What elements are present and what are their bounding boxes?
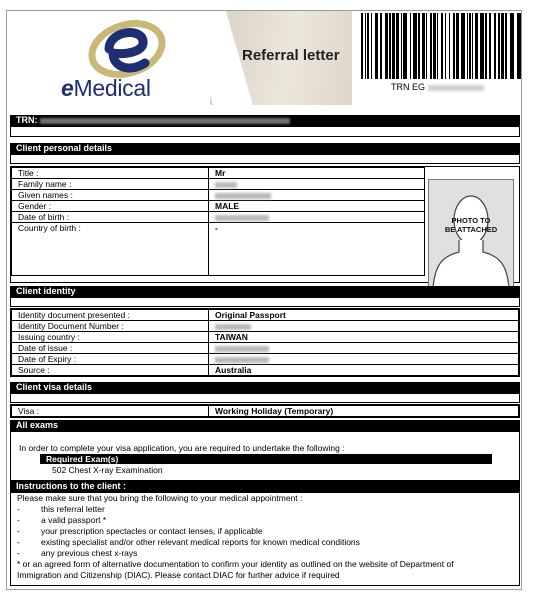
field-label: Identity Document Number : bbox=[12, 321, 209, 332]
table-row bbox=[12, 365, 519, 376]
logo-medical: Medical bbox=[73, 75, 151, 101]
client-visa-heading: Client visa details bbox=[10, 382, 520, 393]
field-value-title: Mr bbox=[209, 168, 425, 179]
list-bullet: - bbox=[17, 548, 20, 558]
field-label: Gender : bbox=[12, 201, 209, 212]
list-item: this referral letter bbox=[41, 504, 105, 514]
photo-placeholder bbox=[428, 179, 514, 289]
exams-intro: In order to complete your visa application, you are required to undertake the following : bbox=[19, 443, 345, 453]
referral-letter-page bbox=[6, 10, 522, 590]
letter-header bbox=[7, 11, 521, 105]
logo-wordmark bbox=[61, 75, 151, 102]
footnote-line-2: Immigration and Citizenship (DIAC). Please contact DIAC for further advice if required bbox=[17, 570, 340, 580]
trn-value-redacted bbox=[40, 118, 290, 124]
instructions-intro: Please make sure that you bring the following to your medical appointment : bbox=[17, 493, 303, 503]
instructions-heading: Instructions to the client : bbox=[10, 481, 520, 492]
field-label: Date of issue : bbox=[12, 343, 209, 354]
field-label: Given names : bbox=[12, 190, 209, 201]
field-label: Date of Expiry : bbox=[12, 354, 209, 365]
field-value-document-number bbox=[209, 321, 519, 332]
field-value-gender: MALE bbox=[209, 201, 425, 212]
list-bullet: - bbox=[17, 526, 20, 536]
field-label: Title : bbox=[12, 168, 209, 179]
table-row bbox=[12, 406, 519, 417]
list-item: your prescription spectacles or contact lenses, if applicable bbox=[41, 526, 263, 536]
field-value-source: Australia bbox=[209, 365, 519, 376]
exam-item: 502 Chest X-ray Examination bbox=[52, 465, 163, 475]
list-item: a valid passport * bbox=[41, 515, 107, 525]
field-value-date-of-expiry bbox=[209, 354, 519, 365]
field-label: Identity document presented : bbox=[12, 310, 209, 321]
field-value-family-name bbox=[209, 179, 425, 190]
table-row bbox=[12, 168, 425, 179]
photo-text-line2: BE ATTACHED bbox=[444, 225, 498, 234]
field-value-dob bbox=[209, 212, 425, 223]
field-value-id-document: Original Passport bbox=[209, 310, 519, 321]
table-row bbox=[12, 179, 425, 190]
field-value-country-of-birth: - bbox=[209, 223, 425, 276]
field-value-date-of-issue bbox=[209, 343, 519, 354]
table-row bbox=[12, 332, 519, 343]
field-value-issuing-country: TAIWAN bbox=[209, 332, 519, 343]
list-bullet: - bbox=[17, 537, 20, 547]
table-row bbox=[12, 354, 519, 365]
trn-bar bbox=[10, 115, 520, 126]
field-value-given-names bbox=[209, 190, 425, 201]
all-exams-heading: All exams bbox=[10, 420, 520, 431]
client-personal-table bbox=[11, 167, 425, 276]
barcode-icon bbox=[361, 13, 521, 89]
list-item: existing specialist and/or other relevant medical reports for known medical conditions bbox=[41, 537, 360, 547]
list-bullet: - bbox=[17, 504, 20, 514]
client-identity-heading: Client identity bbox=[10, 286, 520, 297]
footnote-line-1: * or an agreed form of alternative documentation to confirm your identity as outlined on the website of Department of bbox=[17, 559, 454, 569]
barcode-trn-label: TRN EG bbox=[391, 82, 426, 92]
trn-spacer bbox=[10, 126, 520, 137]
client-identity-section bbox=[10, 308, 520, 377]
photo-text-line1: PHOTO TO bbox=[451, 216, 491, 225]
required-exams-heading: Required Exam(s) bbox=[40, 454, 492, 464]
client-identity-table bbox=[11, 309, 519, 376]
list-bullet: - bbox=[17, 515, 20, 525]
field-label: Date of birth : bbox=[12, 212, 209, 223]
table-row bbox=[12, 310, 519, 321]
field-label: Country of birth : bbox=[12, 223, 209, 276]
logo-e: e bbox=[61, 75, 74, 101]
table-row bbox=[12, 321, 519, 332]
document-title: Referral letter bbox=[242, 47, 340, 64]
barcode-trn bbox=[391, 82, 484, 92]
client-visa-section bbox=[10, 404, 520, 418]
person-silhouette-icon bbox=[429, 180, 513, 288]
title-banner bbox=[210, 11, 352, 105]
field-label: Family name : bbox=[12, 179, 209, 190]
field-value-visa: Working Holiday (Temporary) bbox=[209, 406, 519, 417]
list-item: any previous chest x-rays bbox=[41, 548, 138, 558]
table-row bbox=[12, 201, 425, 212]
table-row bbox=[12, 223, 425, 276]
client-personal-heading: Client personal details bbox=[10, 143, 520, 154]
table-row bbox=[12, 212, 425, 223]
field-label: Issuing country : bbox=[12, 332, 209, 343]
table-row bbox=[12, 343, 519, 354]
table-row bbox=[12, 190, 425, 201]
field-label: Visa : bbox=[12, 406, 209, 417]
field-label: Source : bbox=[12, 365, 209, 376]
trn-label: TRN: bbox=[16, 115, 38, 125]
